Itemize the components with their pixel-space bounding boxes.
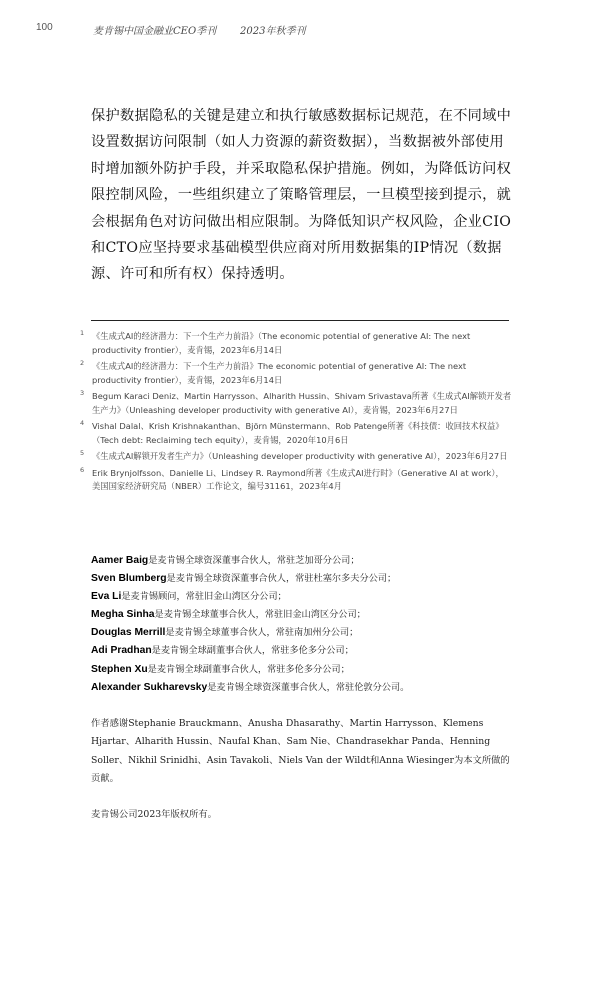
acknowledgement: 作者感谢Stephanie Brauckmann、Anusha Dhasarathy、Martin Harrysson、Klemens Hjartar、Alharith Hussin、Naufal Khan、Sam Nie、Chandrasekhar Panda、Henning Soller、Nikhil Srinidhi、Asin Tavakoli、Niels Van der Wildt和Anna Wiesinger为本文所做的贡献。 — [91, 718, 510, 784]
footnote — [80, 390, 512, 417]
author-description: 是麦肯锡全球资深董事合伙人，常驻杜塞尔多夫分公司； — [166, 573, 397, 585]
copyright-notice: 麦肯锡公司2023年版权所有。 — [91, 809, 217, 820]
footnote-number: 6 — [80, 465, 85, 474]
footnote-text: Erik Brynjolfsson、Danielle Li、Lindsey R. Raymond所著《生成式AI进行时》（Generative AI at work），美国国家经济研究局（NBER）工作论文，编号31161，2023年4月 — [92, 467, 504, 491]
publication-title: 麦肯锡中国金融业CEO季刊 — [93, 26, 217, 37]
footnote-divider — [91, 320, 509, 321]
footnote — [80, 330, 512, 357]
author-entry — [91, 570, 521, 588]
author-name: Eva Li — [91, 591, 122, 603]
author-description: 是麦肯锡顾问，常驻旧金山湾区分公司； — [121, 591, 287, 603]
author-description: 是麦肯锡全球董事合伙人，常驻旧金山湾区分公司； — [154, 609, 366, 621]
author-entry — [91, 606, 521, 624]
author-name: Megha Sinha — [91, 609, 155, 621]
author-name: Stephen Xu — [91, 663, 148, 675]
author-entry — [91, 588, 521, 606]
page-header — [36, 22, 580, 38]
author-entry — [91, 661, 521, 679]
author-entry — [91, 552, 521, 570]
footnote-text: Begum Karaci Deniz、Martin Harrysson、Alharith Hussin、Shivam Srivastava所著《生成式AI解锁开发者生产力》（Unleashing developer productivity with generative AI），麦肯锡，2023年6月27日 — [92, 391, 512, 415]
author-description: 是麦肯锡全球副董事合伙人，常驻多伦多分公司； — [147, 663, 350, 675]
author-entry — [91, 642, 521, 660]
author-description: 是麦肯锡全球资深董事合伙人，常驻芝加哥分公司； — [148, 555, 360, 566]
author-description: 是麦肯锡全球董事合伙人，常驻南加州分公司； — [165, 627, 359, 639]
footnote — [80, 450, 512, 464]
footnote-number: 3 — [80, 389, 85, 397]
body-paragraph: 保护数据隐私的关键是建立和执行敏感数据标记规范，在不同域中设置数据访问限制（如人力资源的薪资数据），当数据被外部使用时增加额外防护手段，并采取隐私保护措施。例如，为降低访问权限控制风险，一些组织建立了策略管理层，一旦模型接到提示，就会根据角色对访问做出相应限制。为降低知识产权风险，企业CIO和CTO应坚持要求基础模型供应商对所用数据集的IP情况（数据源、许可和所有权）保持透明。 — [91, 108, 512, 283]
footnote-text: 《生成式AI的经济潜力：下一个生产力前沿》（The economic potential of generative AI: The next productivity frontier），麦肯锡，2023年6月14日 — [92, 331, 471, 355]
footnote-number: 2 — [80, 359, 85, 367]
issue-label: 2023年秋季刊 — [240, 26, 306, 37]
footnote — [80, 467, 512, 494]
footnote — [80, 360, 512, 387]
footnote-text: 《生成式AI解锁开发者生产力》（Unleashing developer productivity with generative AI），2023年6月27日 — [92, 451, 508, 461]
footnote-text: 《生成式AI的经济潜力：下一个生产力前沿》The economic potential of generative AI: The next productivity frontier），麦肯锡，2023年6月14日 — [92, 361, 467, 385]
footnotes-list — [80, 330, 512, 497]
footnote — [80, 420, 512, 447]
author-name: Aamer Baig — [91, 555, 149, 566]
author-name: Sven Blumberg — [91, 573, 167, 585]
footnote-number: 4 — [80, 419, 85, 427]
footnote-number: 5 — [80, 449, 85, 457]
author-description: 是麦肯锡全球资深董事合伙人，常驻伦敦分公司。 — [207, 681, 410, 693]
footnote-number: 1 — [80, 329, 85, 337]
author-name: Douglas Merrill — [91, 627, 166, 639]
page-number: 100 — [36, 22, 53, 33]
author-description: 是麦肯锡全球副董事合伙人，常驻多伦多分公司； — [151, 645, 354, 657]
footnote-text: Vishal Dalal、Krish Krishnakanthan、Björn Münstermann、Rob Patenge所著《科技债：收回技术权益》（Tech debt: Reclaiming tech equity），麦肯锡，2020年10月6日 — [92, 421, 504, 445]
author-name: Alexander Sukharevsky — [91, 681, 208, 693]
author-name: Adi Pradhan — [91, 645, 152, 657]
author-entry — [91, 679, 521, 697]
author-list — [91, 552, 521, 697]
author-entry — [91, 624, 521, 642]
